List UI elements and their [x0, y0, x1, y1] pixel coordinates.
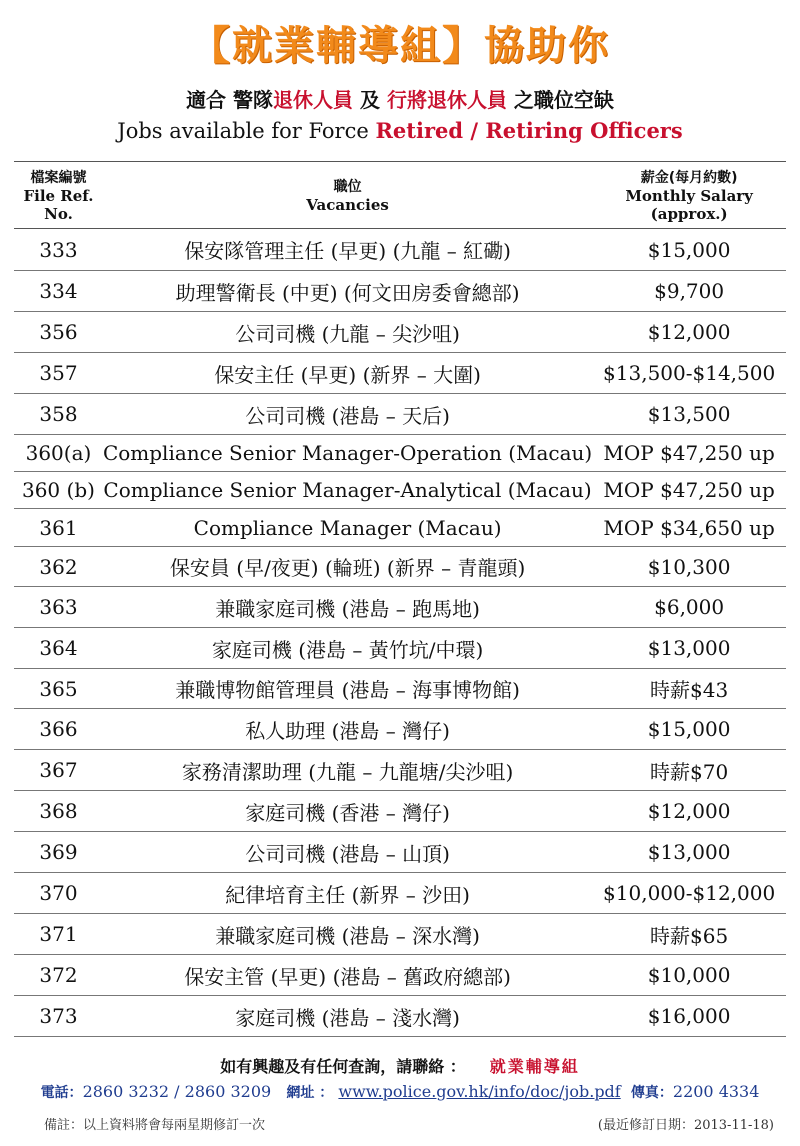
- column-header-vacancy-zh: 職位: [333, 179, 362, 195]
- revised-date: (最近修訂日期：2013-11-18): [597, 1118, 774, 1133]
- subtitle-zh-part2: 及: [353, 88, 387, 112]
- ref-no-cell: 363: [14, 587, 103, 628]
- subtitle-zh-part1: 適合 警隊: [186, 88, 274, 112]
- enquiry-text: 如有興趣及有任何查詢，請聯絡 ：: [220, 1057, 466, 1076]
- subtitle-english: [0, 118, 800, 143]
- ref-no-cell: 357: [14, 353, 103, 394]
- vacancy-cell: 兼職家庭司機 (港島 – 跑馬地): [103, 587, 592, 628]
- salary-cell: $13,500: [592, 394, 786, 435]
- vacancy-cell: 家庭司機 (港島 – 淺水灣): [103, 996, 592, 1037]
- table-row: [14, 509, 786, 547]
- vacancy-cell: 保安隊管理主任 (早更) (九龍 – 紅磡): [103, 229, 592, 271]
- subtitle-zh-retiring: 行將退休人員: [386, 88, 507, 112]
- column-header-ref: [14, 162, 103, 229]
- ref-no-cell: 362: [14, 547, 103, 587]
- table-row: [14, 996, 786, 1037]
- vacancy-cell: 紀律培育主任 (新界 – 沙田): [103, 873, 592, 914]
- ref-no-cell: 368: [14, 791, 103, 832]
- table-row: [14, 547, 786, 587]
- column-header-vacancy-en: Vacancies: [306, 196, 389, 214]
- subtitle-en-part1: Jobs available for Force: [117, 119, 376, 143]
- table-row: [14, 312, 786, 353]
- salary-cell: $6,000: [592, 587, 786, 628]
- subtitle-zh-retired: 退休人員: [273, 88, 354, 112]
- table-row: [14, 669, 786, 709]
- table-row: [14, 271, 786, 312]
- salary-cell: $13,000: [592, 628, 786, 669]
- tel-label: 電話：: [40, 1085, 83, 1101]
- salary-cell: 時薪$65: [592, 914, 786, 955]
- table-row: [14, 353, 786, 394]
- table-row: [14, 229, 786, 271]
- salary-cell: $13,500-$14,500: [592, 353, 786, 394]
- table-header-row: [14, 162, 786, 229]
- vacancy-cell: 公司司機 (港島 – 天后): [103, 394, 592, 435]
- ref-no-cell: 365: [14, 669, 103, 709]
- table-row: [14, 435, 786, 472]
- salary-cell: $13,000: [592, 832, 786, 873]
- table-row: [14, 791, 786, 832]
- ref-no-cell: 360 (b): [14, 472, 103, 509]
- salary-cell: MOP $47,250 up: [592, 472, 786, 509]
- fax-label: 傳真：: [630, 1085, 673, 1101]
- vacancy-cell: 家務清潔助理 (九龍 – 九龍塘/尖沙咀): [103, 750, 592, 791]
- salary-cell: $15,000: [592, 709, 786, 750]
- ref-no-cell: 372: [14, 955, 103, 996]
- table-row: [14, 914, 786, 955]
- vacancy-cell: 助理警衛長 (中更) (何文田房委會總部): [103, 271, 592, 312]
- vacancy-cell: 公司司機 (港島 – 山頂): [103, 832, 592, 873]
- fax-number: 2200 4334: [672, 1082, 760, 1101]
- salary-cell: $12,000: [592, 312, 786, 353]
- column-header-salary: [592, 162, 786, 229]
- enquiry-line: [0, 1054, 800, 1077]
- ref-no-cell: 361: [14, 509, 103, 547]
- unit-name: 就業輔導組: [489, 1057, 580, 1076]
- ref-no-cell: 370: [14, 873, 103, 914]
- remark-text: 備註：以上資料將會每兩星期修訂一次: [44, 1118, 266, 1133]
- vacancy-cell: 保安主管 (早更) (港島 – 舊政府總部): [103, 955, 592, 996]
- vacancy-cell: Compliance Senior Manager-Analytical (Macau): [103, 472, 592, 509]
- tel-number: 2860 3232 / 2860 3209: [82, 1082, 272, 1101]
- salary-cell: 時薪$70: [592, 750, 786, 791]
- ref-no-cell: 373: [14, 996, 103, 1037]
- column-header-ref-en: File Ref. No.: [23, 187, 94, 223]
- salary-cell: $10,300: [592, 547, 786, 587]
- ref-no-cell: 334: [14, 271, 103, 312]
- vacancy-cell: 保安員 (早/夜更) (輪班) (新界 – 青龍頭): [103, 547, 592, 587]
- ref-no-cell: 371: [14, 914, 103, 955]
- salary-cell: $16,000: [592, 996, 786, 1037]
- vacancy-cell: 家庭司機 (港島 – 黃竹坑/中環): [103, 628, 592, 669]
- table-row: [14, 709, 786, 750]
- ref-no-cell: 356: [14, 312, 103, 353]
- salary-cell: MOP $47,250 up: [592, 435, 786, 472]
- salary-cell: MOP $34,650 up: [592, 509, 786, 547]
- ref-no-cell: 364: [14, 628, 103, 669]
- ref-no-cell: 360(a): [14, 435, 103, 472]
- web-label: 網址 ：: [286, 1085, 334, 1101]
- salary-cell: $10,000-$12,000: [592, 873, 786, 914]
- remarks-line: [44, 1114, 774, 1133]
- ref-no-cell: 367: [14, 750, 103, 791]
- page-title: 【就業輔導組】協助你: [190, 23, 610, 69]
- ref-no-cell: 358: [14, 394, 103, 435]
- vacancy-cell: 兼職博物館管理員 (港島 – 海事博物館): [103, 669, 592, 709]
- table-row: [14, 472, 786, 509]
- column-header-vacancy: [103, 162, 592, 229]
- vacancy-cell: 保安主任 (早更) (新界 – 大圍): [103, 353, 592, 394]
- vacancy-cell: 私人助理 (港島 – 灣仔): [103, 709, 592, 750]
- salary-cell: 時薪$43: [592, 669, 786, 709]
- salary-cell: $9,700: [592, 271, 786, 312]
- vacancy-cell: Compliance Senior Manager-Operation (Macau): [103, 435, 592, 472]
- column-header-salary-zh: 薪金(每月約數): [640, 170, 738, 186]
- ref-no-cell: 369: [14, 832, 103, 873]
- vacancy-cell: 家庭司機 (香港 – 灣仔): [103, 791, 592, 832]
- vacancy-cell: 公司司機 (九龍 – 尖沙咀): [103, 312, 592, 353]
- subtitle-zh-part3: 之職位空缺: [506, 88, 614, 112]
- table-row: [14, 873, 786, 914]
- table-row: [14, 955, 786, 996]
- salary-cell: $10,000: [592, 955, 786, 996]
- vacancy-cell: Compliance Manager (Macau): [103, 509, 592, 547]
- table-row: [14, 832, 786, 873]
- table-row: [14, 587, 786, 628]
- contact-line: [0, 1082, 800, 1102]
- subtitle-en-officers: Retired / Retiring Officers: [375, 118, 683, 143]
- vacancy-cell: 兼職家庭司機 (港島 – 深水灣): [103, 914, 592, 955]
- salary-cell: $12,000: [592, 791, 786, 832]
- column-header-ref-zh: 檔案編號: [30, 170, 87, 186]
- website-link[interactable]: www.police.gov.hk/info/doc/job.pdf: [338, 1082, 621, 1101]
- vacancies-table: [14, 161, 786, 1037]
- salary-cell: $15,000: [592, 229, 786, 271]
- column-header-salary-en: Monthly Salary (approx.): [625, 187, 753, 223]
- ref-no-cell: 366: [14, 709, 103, 750]
- table-row: [14, 750, 786, 791]
- table-row: [14, 394, 786, 435]
- table-row: [14, 628, 786, 669]
- subtitle-chinese: [0, 84, 800, 113]
- ref-no-cell: 333: [14, 229, 103, 271]
